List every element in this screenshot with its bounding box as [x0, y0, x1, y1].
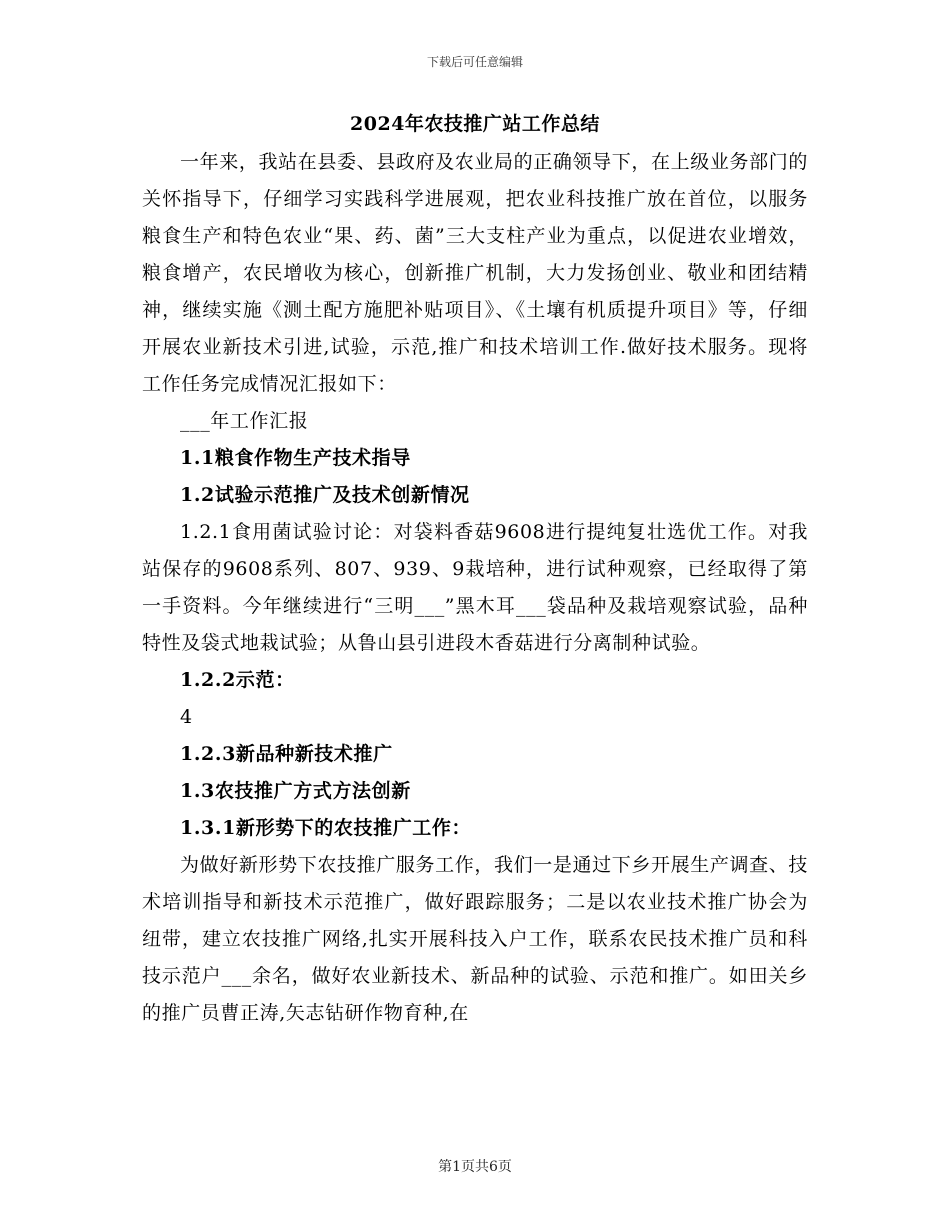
heading-1-2-3: 1.2.3新品种新技术推广 [180, 743, 393, 765]
paragraph-1-2-1: 1.2.1食用菌试验讨论：对袋料香菇9608进行提纯复壮选优工作。对我站保存的9608系列、807、939、9栽培种，进行试种观察，已经取得了第一手资料。今年继续进行“三明___”黑木耳___袋品种及栽培观察试验，品种特性及袋式地栽试验；从鲁山县引进段木香菇进行分离制种试验。 [142, 521, 808, 654]
report-line: ___年工作汇报 [180, 410, 309, 432]
number-line: 4 [180, 706, 193, 728]
heading-1-2: 1.2试验示范推广及技术创新情况 [180, 484, 470, 506]
heading-1-1: 1.1粮食作物生产技术指导 [180, 447, 411, 469]
paragraph-extension-work: 为做好新形势下农技推广服务工作，我们一是通过下乡开展生产调查、技术培训指导和新技术示范推广，做好跟踪服务；二是以农业技术推广协会为纽带，建立农技推广网络,扎实开展科技入户工作，联系农民技术推广员和科技示范户___余名，做好农业新技术、新品种的试验、示范和推广。如田关乡的推广员曹正涛,矢志钻研作物育种,在 [142, 854, 808, 1024]
document-title: 2024年农技推广站工作总结 [350, 113, 600, 135]
intro-paragraph: 一年来，我站在县委、县政府及农业局的正确领导下，在上级业务部门的关怀指导下，仔细学习实践科学进展观，把农业科技推广放在首位，以服务粮食生产和特色农业“果、药、菌”三大支柱产业为重点，以促进农业增效，粮食增产，农民增收为核心，创新推广机制，大力发扬创业、敬业和团结精神，继续实施《测土配方施肥补贴项目》、《土壤有机质提升项目》等，仔细开展农业新技术引进,试验，示范,推广和技术培训工作.做好技术服务。现将工作任务完成情况汇报如下： [142, 151, 808, 395]
heading-1-3-1: 1.3.1新形势下的农技推广工作： [180, 817, 472, 839]
heading-1-3: 1.3农技推广方式方法创新 [180, 780, 411, 802]
page-footer: 第1页共6页 [438, 1159, 512, 1175]
heading-1-2-2: 1.2.2示范： [180, 669, 295, 691]
document-body [142, 112, 808, 1032]
page-header: 下载后可任意编辑 [426, 55, 523, 69]
